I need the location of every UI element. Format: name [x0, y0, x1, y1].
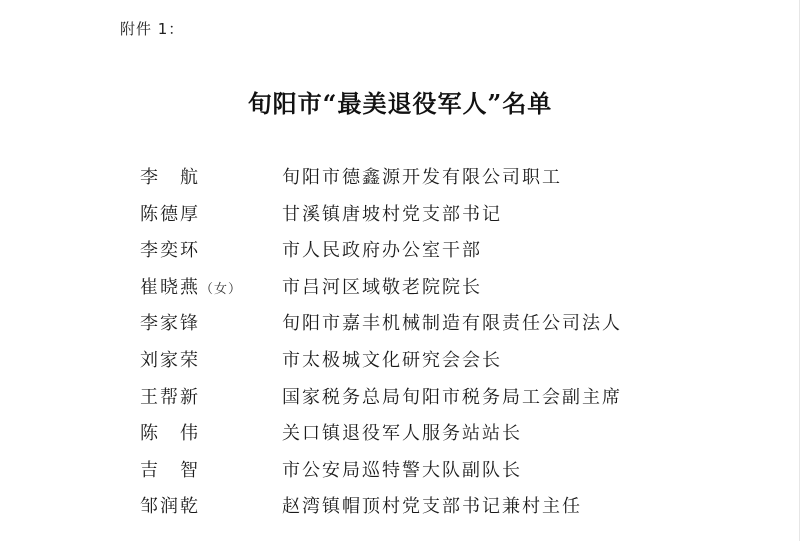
person-role: 国家税务总局旬阳市税务局工会副主席 — [282, 386, 622, 408]
person-name — [140, 386, 200, 410]
person-name-text: 邹润乾 — [140, 496, 200, 518]
list-item — [140, 349, 700, 386]
person-name — [140, 312, 200, 336]
list-item — [140, 386, 700, 423]
person-role: 甘溪镇唐坡村党支部书记 — [282, 203, 502, 225]
list-item — [140, 495, 700, 532]
person-role: 市公安局巡特警大队副队长 — [282, 459, 522, 481]
person-role: 市人民政府办公室干部 — [282, 240, 482, 262]
attachment-label: 附件 1： — [120, 20, 185, 38]
list-item — [140, 166, 700, 203]
person-name-text: 刘家荣 — [140, 349, 200, 371]
list-item — [140, 459, 700, 496]
person-role: 市吕河区域敬老院院长 — [282, 276, 482, 298]
person-name-text: 李 航 — [140, 167, 200, 188]
list-item — [140, 422, 700, 459]
person-role: 旬阳市嘉丰机械制造有限责任公司法人 — [282, 313, 622, 335]
person-name-text: 李家锋 — [140, 313, 200, 335]
page-title: 旬阳市“最美退役军人”名单 — [247, 89, 553, 118]
person-name-text: 陈德厚 — [140, 203, 200, 225]
person-name — [140, 349, 200, 373]
person-role: 市太极城文化研究会会长 — [282, 349, 502, 371]
person-name-text: 王帮新 — [140, 386, 200, 408]
person-role: 旬阳市德鑫源开发有限公司职工 — [282, 167, 562, 188]
person-name-text: 李奕环 — [140, 240, 200, 262]
person-name — [140, 203, 200, 227]
list-item — [140, 239, 700, 276]
list-item — [140, 312, 700, 349]
person-role: 关口镇退役军人服务站站长 — [282, 423, 522, 445]
person-name — [140, 459, 200, 483]
person-name — [140, 276, 242, 302]
person-name-text: 吉 智 — [140, 459, 200, 481]
list-item — [140, 276, 700, 313]
person-name-text: 陈 伟 — [140, 423, 200, 445]
person-role: 赵湾镇帽顶村党支部书记兼村主任 — [282, 496, 582, 518]
honoree-list — [140, 166, 700, 532]
person-name — [140, 495, 200, 519]
person-name-text: 崔晓燕 — [140, 276, 200, 298]
person-name — [140, 166, 200, 190]
person-name — [140, 422, 200, 446]
gender-note: （女） — [200, 281, 243, 297]
list-item — [140, 203, 700, 240]
person-name — [140, 239, 200, 263]
